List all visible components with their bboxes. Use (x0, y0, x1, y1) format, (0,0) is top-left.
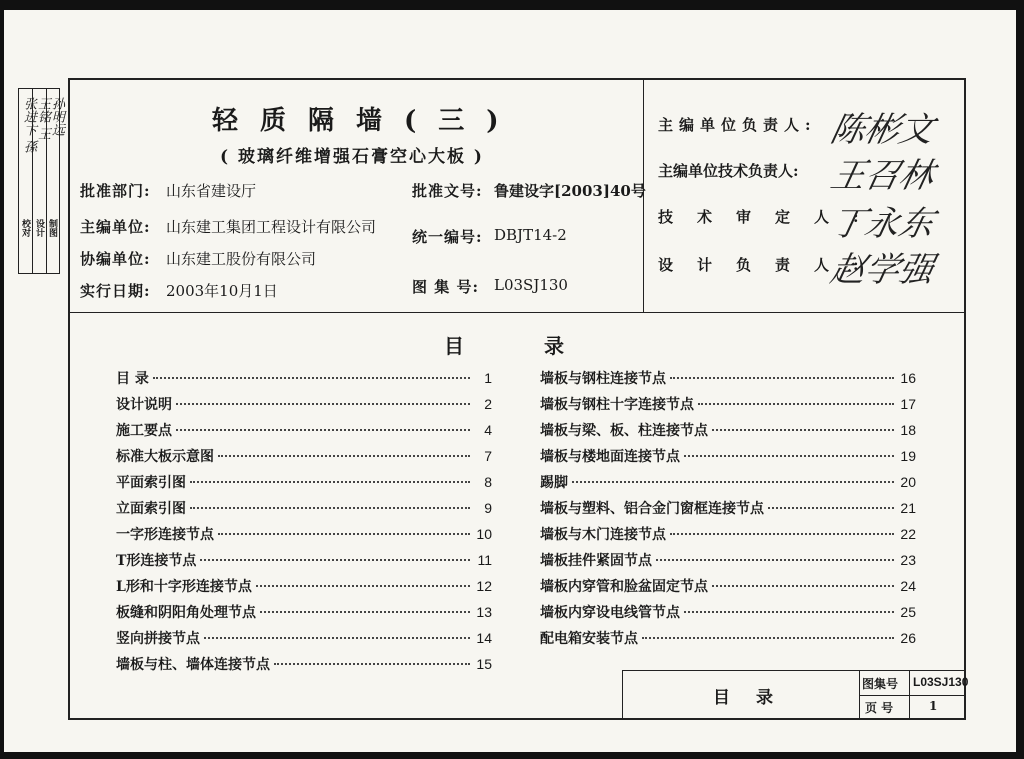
responsible-role: 主编单位负责人: (658, 116, 817, 134)
side-cell-drawing (47, 89, 64, 273)
toc-page: 22 (900, 526, 916, 542)
responsible-signature: 王召林 (827, 156, 938, 196)
toc-title: 竖向拼接节点 (116, 631, 200, 647)
toc-title: T形连接节点 (116, 553, 197, 569)
approval-dept-label: 批准部门: (80, 182, 151, 200)
toc-page: 13 (476, 604, 492, 620)
toc-page: 20 (900, 474, 916, 490)
atlas-no-label: 图 集 号: (412, 278, 479, 296)
toc-item[interactable] (116, 524, 492, 546)
page-subtitle: ( 玻璃纤维增强石膏空心大板 ) (220, 147, 484, 167)
co-editor-label: 协编单位: (80, 250, 151, 268)
side-signature: 孙明远 (49, 97, 64, 136)
toc-title: 立面索引图 (116, 501, 186, 517)
editor-unit-label: 主编单位: (80, 218, 151, 236)
toc-title: 踢脚 (540, 475, 568, 491)
toc-page: 23 (900, 552, 916, 568)
toc-title: 墙板与楼地面连接节点 (540, 449, 680, 465)
toc-title: 板缝和阴阳角处理节点 (116, 605, 256, 621)
responsible-role: 主编单位技术负责人: (658, 162, 799, 180)
side-cell-proofread (19, 89, 36, 273)
toc-item[interactable] (540, 550, 916, 572)
toc-page: 25 (900, 604, 916, 620)
drawing-sheet (4, 10, 1016, 752)
approval-doc-label: 批准文号: (412, 182, 483, 200)
toc-item[interactable] (540, 628, 916, 650)
unified-no-label: 统一编号: (412, 228, 483, 246)
toc-page: 21 (900, 500, 916, 516)
toc-title: 配电箱安装节点 (540, 631, 638, 647)
side-signature: 张进卞 孫 (21, 97, 36, 154)
toc-item[interactable] (540, 394, 916, 416)
toc-item[interactable] (540, 602, 916, 624)
side-cell-design (33, 89, 50, 273)
toc-page: 4 (484, 422, 492, 438)
toc-title: 墙板与木门连接节点 (540, 527, 666, 543)
toc-item[interactable] (116, 576, 492, 598)
toc-title: 一字形连接节点 (116, 527, 214, 543)
editor-unit: 山东建工集团工程设计有限公司 (166, 218, 377, 236)
title-block-page-label: 页 号 (865, 701, 894, 715)
toc-title: 设计说明 (116, 397, 172, 413)
toc-page: 12 (476, 578, 492, 594)
responsible-signature: 赵学强 (827, 250, 938, 290)
responsible-role: 设计负责人: (658, 256, 883, 274)
toc-item[interactable] (540, 524, 916, 546)
toc-item[interactable] (116, 472, 492, 494)
toc-title: 墙板与塑料、铝合金门窗框连接节点 (540, 501, 764, 517)
title-block-atlas-label: 图集号 (862, 677, 899, 691)
toc-item[interactable] (116, 394, 492, 416)
toc-page: 19 (900, 448, 916, 464)
toc-heading: 目录 (444, 334, 644, 358)
toc-title: 墙板挂件紧固节点 (540, 553, 652, 569)
toc-item[interactable] (116, 420, 492, 442)
toc-item[interactable] (540, 472, 916, 494)
unified-no: DBJT14-2 (494, 226, 567, 244)
toc-page: 24 (900, 578, 916, 594)
side-approval-stamp (18, 88, 64, 274)
side-signature: 王铭 王 (35, 97, 50, 141)
side-label: 设计 (34, 219, 44, 237)
drawing-frame (68, 78, 969, 720)
toc-title: 施工要点 (116, 423, 172, 439)
toc-page: 17 (900, 396, 916, 412)
effective-date: 2003年10月1日 (166, 282, 278, 300)
side-label: 制图 (47, 219, 57, 237)
title-block-name: 目录 (713, 688, 799, 708)
toc-page: 9 (484, 500, 492, 516)
toc-item[interactable] (116, 498, 492, 520)
title-block-page-no: 1 (929, 699, 938, 713)
toc-title: 标准大板示意图 (116, 449, 214, 465)
toc-page: 18 (900, 422, 916, 438)
title-block-atlas-no: L03SJ130 (913, 675, 969, 689)
toc-item[interactable] (540, 498, 916, 520)
toc-item[interactable] (540, 446, 916, 468)
toc-title: 墙板内穿管和脸盆固定节点 (540, 579, 708, 595)
toc-item[interactable] (116, 368, 492, 390)
approval-doc: 鲁建设字[2003]40号 (494, 182, 646, 200)
responsible-signature: 丁永东 (827, 204, 938, 244)
toc-page: 8 (484, 474, 492, 490)
toc-item[interactable] (540, 368, 916, 390)
toc-item[interactable] (116, 446, 492, 468)
toc-page: 15 (476, 656, 492, 672)
toc-title: L形和十字形连接节点 (116, 579, 252, 595)
effective-date-label: 实行日期: (80, 282, 151, 300)
toc-title: 墙板内穿设电线管节点 (540, 605, 680, 621)
toc-page: 16 (900, 370, 916, 386)
toc-page: 26 (900, 630, 916, 646)
toc-item[interactable] (116, 602, 492, 624)
toc-title: 墙板与钢柱十字连接节点 (540, 397, 694, 413)
toc-title: 平面索引图 (116, 475, 186, 491)
toc-page: 2 (484, 396, 492, 412)
toc-page: 11 (477, 552, 492, 568)
atlas-no: L03SJ130 (494, 276, 568, 294)
responsible-signature: 陈彬文 (827, 110, 938, 150)
toc-page: 14 (476, 630, 492, 646)
side-label: 校对 (20, 219, 30, 237)
toc-item[interactable] (116, 550, 492, 572)
toc-title: 目 录 (116, 371, 149, 387)
toc-page: 1 (484, 370, 492, 386)
responsible-role: 技术审定人: (658, 208, 883, 226)
toc-item[interactable] (116, 628, 492, 650)
approval-dept: 山东省建设厅 (166, 182, 257, 200)
page-title: 轻质隔墙(三) (212, 106, 521, 136)
toc-item[interactable] (540, 420, 916, 442)
toc-item[interactable] (540, 576, 916, 598)
toc-title: 墙板与梁、板、柱连接节点 (540, 423, 708, 439)
toc-title: 墙板与钢柱连接节点 (540, 371, 666, 387)
toc-page: 10 (476, 526, 492, 542)
toc-page: 7 (484, 448, 492, 464)
co-editor: 山东建工股份有限公司 (166, 250, 317, 268)
title-block (622, 670, 969, 720)
toc-title: 墙板与柱、墙体连接节点 (116, 657, 270, 673)
toc-item[interactable] (116, 654, 492, 676)
